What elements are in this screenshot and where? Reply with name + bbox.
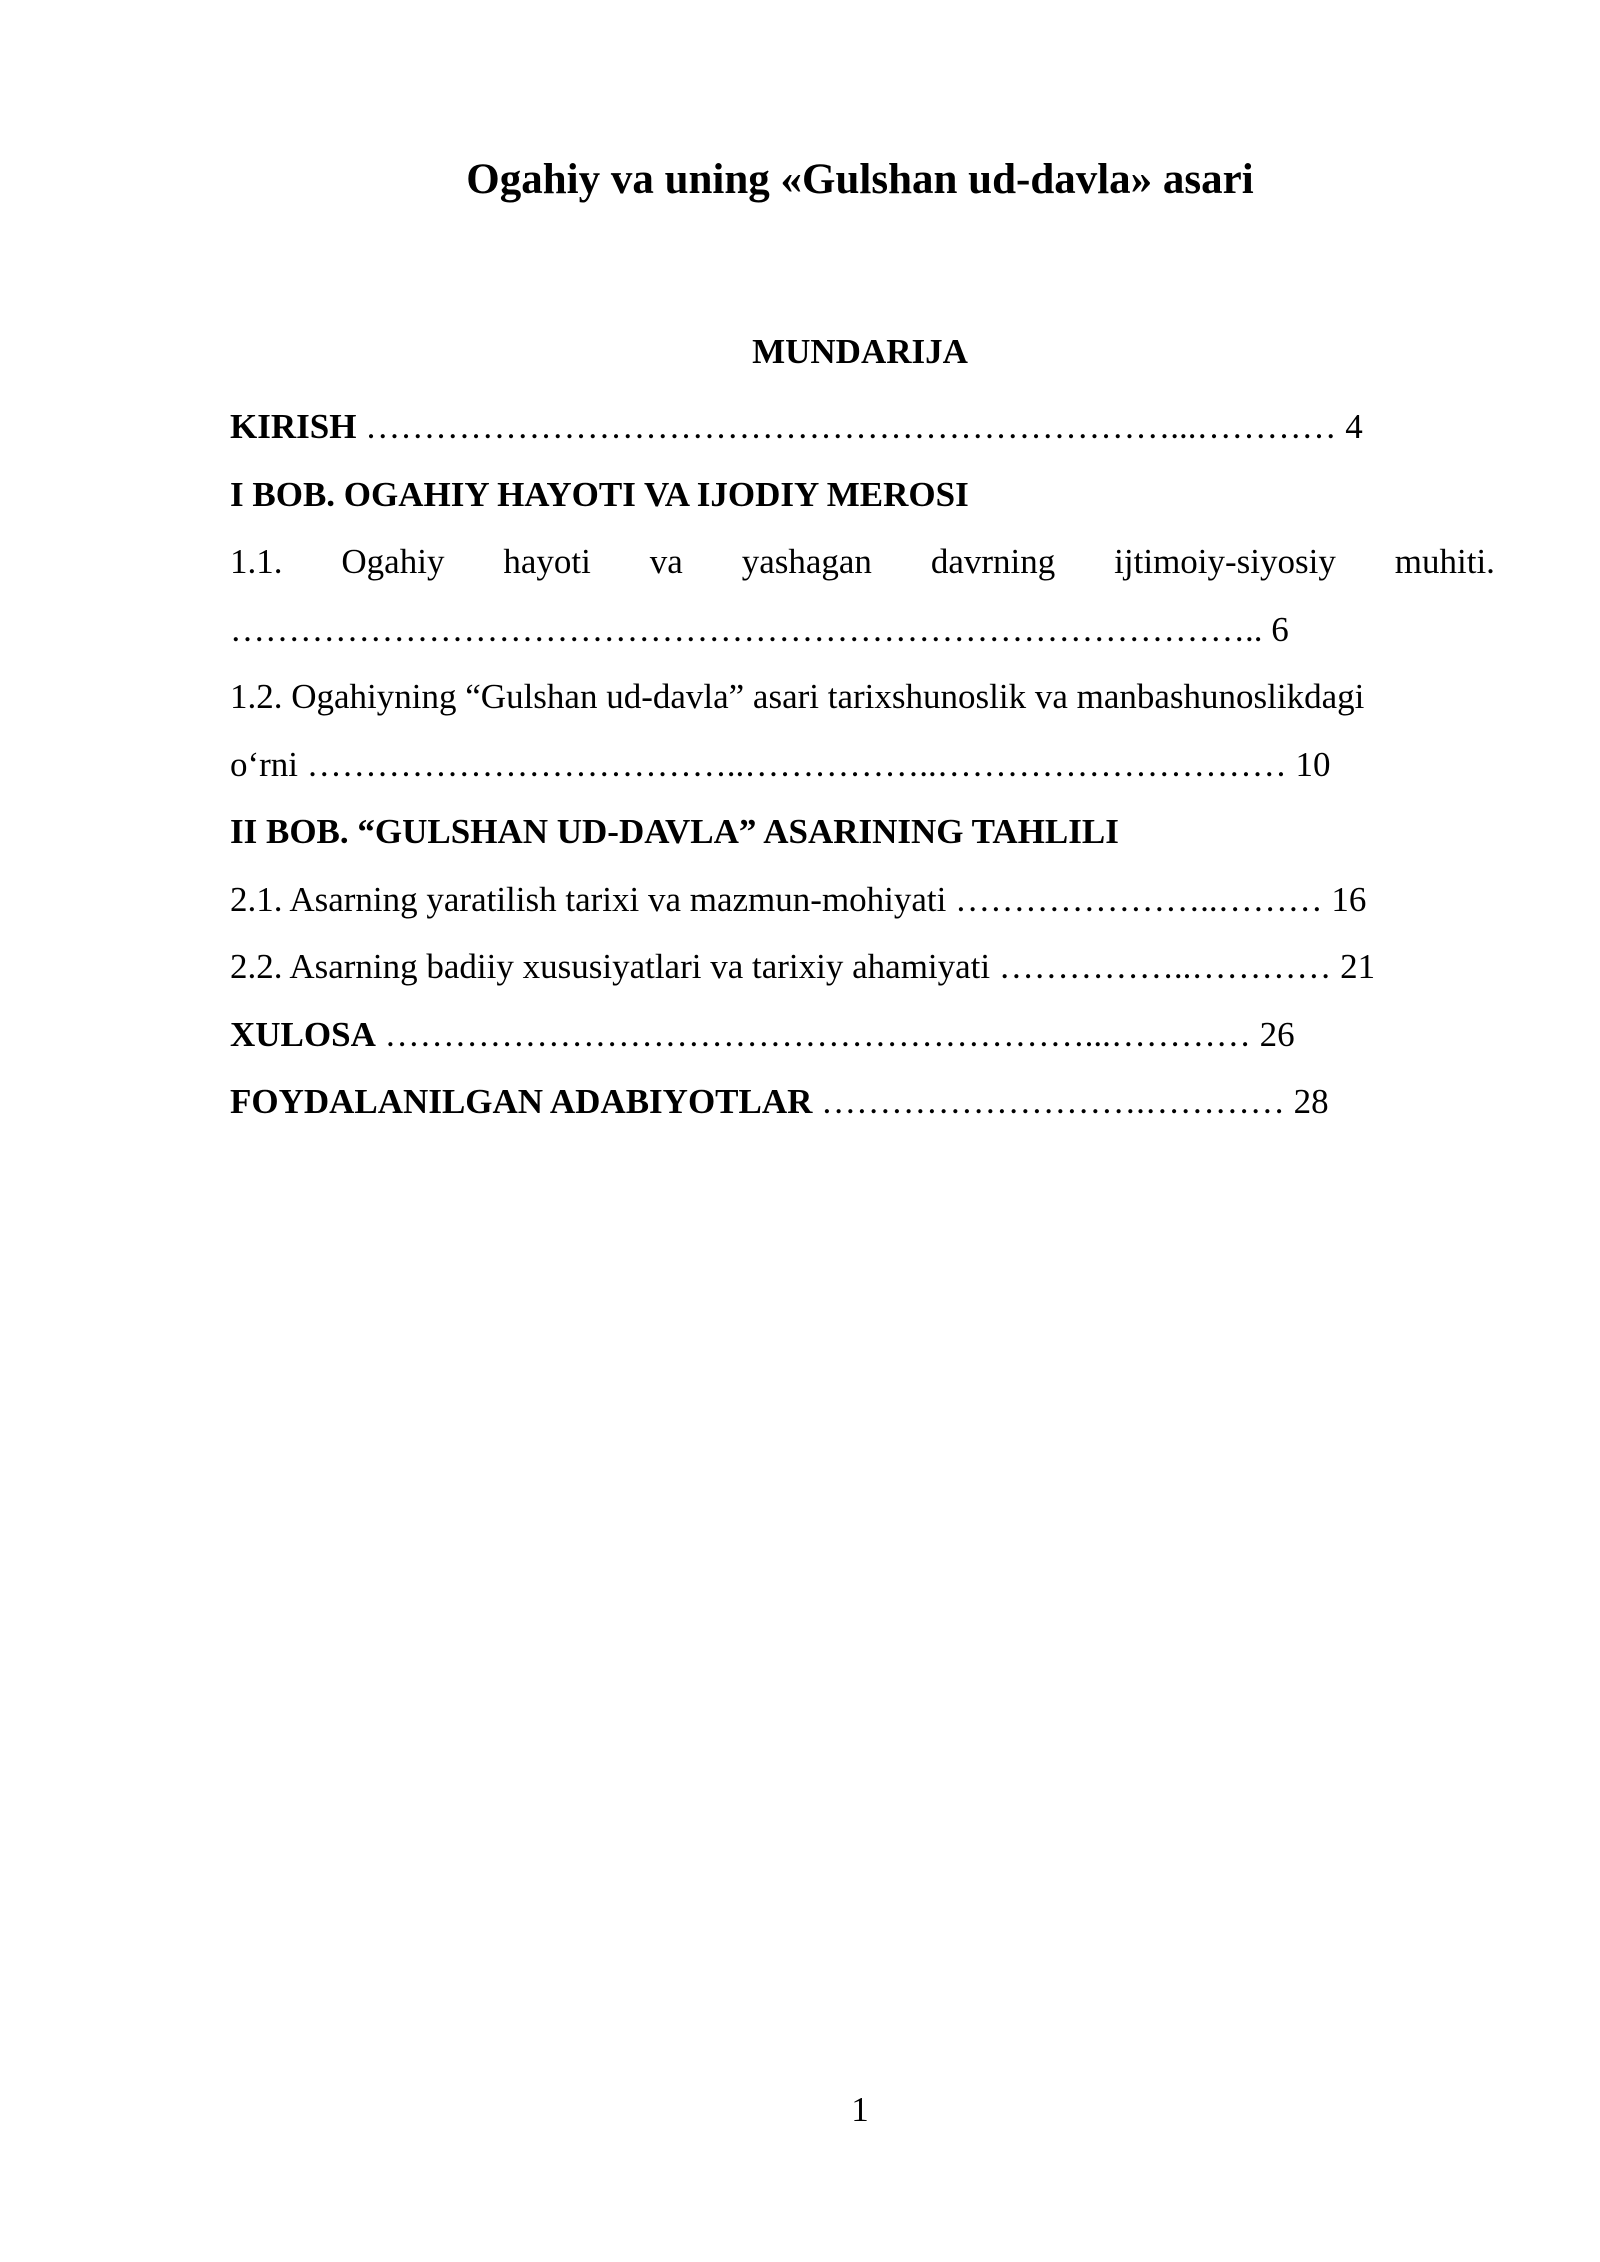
- toc-entry-1-1-line1: [230, 528, 1495, 596]
- toc-entry-label: FOYDALANILGAN ADABIYOTLAR: [230, 1082, 813, 1121]
- toc-leader-page: ……………………….………… 28: [821, 1082, 1329, 1121]
- page-number: 1: [851, 2090, 869, 2129]
- toc-word: ijtimoiy-siyosiy: [1114, 542, 1336, 581]
- table-of-contents: [230, 393, 1495, 1136]
- toc-entry-1-2-line2: o‘rni ………………………………..……………..………………………… 10: [230, 744, 1331, 784]
- toc-word: va: [649, 542, 683, 581]
- toc-word: 1.1.: [230, 542, 283, 581]
- toc-entry-1-1-line2: …………………………………………………………………………….. 6: [230, 609, 1289, 649]
- toc-entry-xulosa: [230, 1001, 1495, 1069]
- toc-word: yashagan: [741, 542, 872, 581]
- toc-word: davrning: [930, 542, 1056, 581]
- toc-entry-2-1: 2.1. Asarning yaratilish tarixi va mazmun-mohiyati …………………..……… 16: [230, 879, 1367, 919]
- toc-word: hayoti: [503, 542, 591, 581]
- toc-leader-page: ……………………………………………………………...………… 4: [365, 407, 1363, 446]
- toc-entry-kirish: [230, 393, 1495, 461]
- toc-word: Ogahiy: [341, 542, 445, 581]
- toc-entry-1-2-line1: 1.2. Ogahiyning “Gulshan ud-davla” asari tarixshunoslik va manbashunoslikdagi: [230, 677, 1365, 716]
- toc-chapter-2: II BOB. “GULSHAN UD-DAVLA” ASARINING TAHLILI: [230, 812, 1119, 851]
- document-title: Ogahiy va uning «Gulshan ud-davla» asari: [466, 156, 1254, 203]
- toc-heading: MUNDARIJA: [752, 332, 968, 371]
- toc-entry-label: XULOSA: [230, 1014, 376, 1054]
- toc-entry-2-2: 2.2. Asarning badiiy xususiyatlari va tarixiy ahamiyati ……………..………… 21: [230, 947, 1376, 986]
- toc-entry-adabiyotlar: [230, 1068, 1495, 1136]
- toc-word: muhiti.: [1394, 542, 1495, 581]
- toc-chapter-1: I BOB. OGAHIY HAYOTI VA IJODIY MEROSI: [230, 474, 969, 514]
- toc-leader-page: ……………………………………………………...………… 26: [384, 1014, 1295, 1054]
- toc-entry-label: KIRISH: [230, 407, 357, 446]
